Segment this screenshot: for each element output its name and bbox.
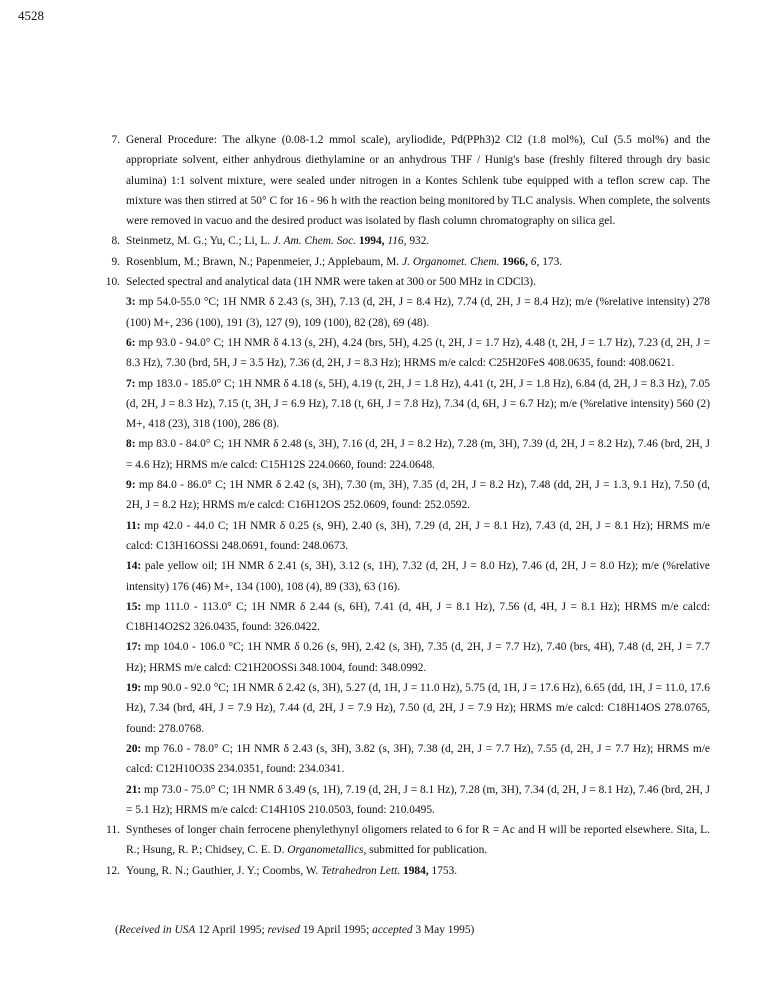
citation-pages: 932. [409,235,430,248]
compound-number: 21: [126,783,142,796]
compound-data: mp 73.0 - 75.0° C; 1H NMR δ 3.49 (s, 1H), 7.19 (d, 2H, J = 8.1 Hz), 7.28 (m, 3H), 7.34 (d, 2H, J = 8.1 Hz), 7.46 (brd, 2H, J = 5.1 Hz); HRMS m/e calcd: C14H10S 210.0503, found: 210.0495. [126,783,710,816]
spectral-data-intro: Selected spectral and analytical data (1H NMR were taken at 300 or 500 MHz in CDCl3). [126,276,536,289]
citation-journal: Tetrahedron Lett. [321,864,401,877]
compound-number: 9: [126,479,136,492]
compound-number: 15: [126,600,142,613]
compound-entry [126,374,710,435]
compound-data: pale yellow oil; 1H NMR δ 2.41 (s, 3H), 3.12 (s, 1H), 7.32 (d, 2H, J = 8.0 Hz), 7.46 (d, 2H, J = 8.0 Hz); m/e (%relative intensity) 176 (46) M+, 134 (100), 108 (4), 89 (33), 63 (16). [126,560,710,593]
note-9 [98,252,710,272]
received-dates [115,924,474,936]
reference-citation [126,861,710,881]
compound-number: 19: [126,682,142,695]
compound-data: mp 90.0 - 92.0 °C; 1H NMR δ 2.42 (s, 3H), 5.27 (d, 1H, J = 11.0 Hz), 5.75 (d, 1H, J = 17.6 Hz), 6.65 (dd, 1H, J = 11.0, 17.6 Hz), 7.34 (brd, 4H, J = 7.9 Hz), 7.44 (d, 2H, J = 7.9 Hz), 7.50 (d, 2H, J = 7.9 Hz); HRMS m/e calcd: C18H14OS 278.0765, found: 278.0768. [126,682,710,735]
paren-open: ( [115,924,119,936]
compound-entry [126,516,710,557]
note-number: 9. [111,255,120,268]
note-11 [98,820,710,861]
compound-data: mp 84.0 - 86.0° C; 1H NMR δ 2.42 (s, 3H), 7.30 (m, 3H), 7.35 (d, 2H, J = 8.2 Hz), 7.48 (dd, 2H, J = 1.3, 9.1 Hz), 7.50 (d, 2H, J = 8.2 Hz); HRMS m/e calcd: C16H12OS 252.0609, found: 252.0592. [126,479,710,512]
citation-authors: Steinmetz, M. G.; Yu, C.; Li, L. [126,235,271,248]
compound-entry [126,780,710,821]
compound-number: 3: [126,296,136,309]
note-7 [98,130,710,231]
compound-entry [126,333,710,374]
note-8 [98,231,710,251]
compound-number: 7: [126,377,136,390]
compound-entry [126,475,710,516]
footnotes [98,130,710,881]
compound-data: mp 83.0 - 84.0° C; 1H NMR δ 2.48 (s, 3H), 7.16 (d, 2H, J = 8.2 Hz), 7.28 (m, 3H), 7.39 (d, 2H, J = 8.2 Hz), 7.46 (brd, 2H, J = 4.6 Hz); HRMS m/e calcd: C15H12S 224.0660, found: 224.0648. [126,438,710,471]
compound-entry [126,678,710,739]
note-number: 8. [111,235,120,248]
citation-journal: Organometallics, [287,844,367,857]
citation-year: 1984, [403,864,429,877]
compound-number: 6: [126,336,136,349]
compound-data: mp 111.0 - 113.0° C; 1H NMR δ 2.44 (s, 6H), 7.41 (d, 4H, J = 8.1 Hz), 7.56 (d, 4H, J = 8.1 Hz); HRMS m/e calcd: C18H14O2S2 326.0435, found: 326.0422. [126,600,710,634]
citation-journal: J. Am. Chem. Soc. [273,235,357,248]
compound-number: 8: [126,438,136,451]
compound-data: mp 93.0 - 94.0° C; 1H NMR δ 4.13 (s, 2H), 4.24 (brs, 5H), 4.25 (t, 2H, J = 1.7 Hz), 4.48 (t, 2H, J = 1.7 Hz), 7.23 (d, 2H, J = 8.3 Hz), 7.30 (brd, 5H, J = 3.5 Hz), 7.36 (d, 2H, J = 8.3 Hz); HRMS m/e calcd: C25H20FeS 408.0635, found: 408.0621. [126,336,710,370]
compound-number: 14: [126,560,142,573]
accepted-label: accepted [372,924,413,936]
compound-number: 17: [126,641,142,654]
note-text: Syntheses of longer chain ferrocene phenylethynyl oligomers related to 6 for R = Ac and H will be reported elsewhere. Sita, L. R.; Hsung, R. P.; Chidsey, C. E. D. [126,824,710,857]
citation-volume: 6, [530,255,540,268]
citation-authors: Rosenblum, M.; Brawn, N.; Papenmeier, J.; Applebaum, M. [126,255,400,268]
compound-data: mp 76.0 - 78.0° C; 1H NMR δ 2.43 (s, 3H), 3.82 (s, 3H), 7.38 (d, 2H, J = 7.7 Hz), 7.55 (d, 2H, J = 7.7 Hz); HRMS m/e calcd: C12H10O3S 234.0351, found: 234.0341. [126,742,710,776]
citation-pages: 1753. [431,864,458,877]
revised-date: 19 April 1995; [302,924,370,936]
citation-authors: Young, R. N.; Gauthier, J. Y.; Coombs, W. [126,864,319,877]
note-text: General Procedure: The alkyne (0.08-1.2 mmol scale), aryliodide, Pd(PPh3)2 Cl2 (1.8 mol%), CuI (5.5 mol%) and the appropriate solvent, either anhydrous diethylamine or an anhydrous THF / Hunig's base (freshly filtered through dry basic alumina) 1:1 solvent mixture, were sealed under nitrogen in a Kontes Schlenk tube equipped with a teflon screw cap. The mixture was then stirred at 50° C for 16 - 96 h with the reaction being monitored by TLC analysis. When complete, the solvents were removed in vacuo and the desired product was isolated by flash column chromatography on silica gel. [126,134,710,228]
received-label: Received in USA [118,924,196,936]
compound-data: mp 54.0-55.0 °C; 1H NMR δ 2.43 (s, 3H), 7.13 (d, 2H, J = 8.4 Hz), 7.74 (d, 2H, J = 8.4 Hz); m/e (%relative intensity) 278 (100) M+, 236 (100), 191 (3), 127 (9), 109 (100), 82 (28), 69 (48). [126,296,710,329]
compound-entry [126,556,710,597]
citation-year: 1966, [502,255,528,268]
note-12 [98,861,710,881]
compound-data: mp 183.0 - 185.0° C; 1H NMR δ 4.18 (s, 5H), 4.19 (t, 2H, J = 1.8 Hz), 4.41 (t, 2H, J = 1.8 Hz), 6.84 (d, 2H, J = 8.3 Hz), 7.05 (d, 2H, J = 8.3 Hz), 7.15 (t, 3H, J = 6.9 Hz), 7.18 (t, 6H, J = 7.8 Hz), 7.34 (d, 6H, J = 6.7 Hz); m/e (%relative intensity) 560 (2) M+, 418 (23), 318 (100), 286 (8). [126,377,710,431]
note-number: 12. [105,864,120,877]
revised-label: revised [267,924,300,936]
compound-number: 20: [126,742,142,755]
compound-data: mp 42.0 - 44.0 C; 1H NMR δ 0.25 (s, 9H), 2.40 (s, 3H), 7.29 (d, 2H, J = 8.1 Hz), 7.43 (d, 2H, J = 8.1 Hz); HRMS m/e calcd: C13H16OSSi 248.0691, found: 248.0673. [126,519,710,552]
page-number: 4528 [18,8,44,23]
compound-entry [126,597,710,638]
citation-pages: 173. [542,255,563,268]
compound-data: mp 104.0 - 106.0 °C; 1H NMR δ 0.26 (s, 9H), 2.42 (s, 3H), 7.35 (d, 2H, J = 7.7 Hz), 7.40 (brs, 4H), 7.48 (d, 2H, J = 7.7 Hz); HRMS m/e calcd: C21H20OSSi 348.1004, found: 348.0992. [126,641,710,674]
citation-year: 1994, [358,235,385,248]
citation-volume: 116, [387,235,407,248]
note-number: 11. [106,824,120,837]
compound-entry [126,434,710,475]
compound-number: 11: [126,519,141,532]
compound-entry [126,637,710,678]
citation-status: submitted for publication. [369,844,488,857]
received-date: 12 April 1995; [198,924,265,936]
accepted-date: 3 May 1995) [415,924,475,936]
note-number: 7. [111,134,120,146]
note-number: 10. [105,276,120,289]
compound-entry [126,292,710,333]
reference-citation [126,231,710,251]
citation-journal: J. Organomet. Chem. [402,255,500,268]
note-10 [98,272,710,820]
reference-citation [126,252,710,272]
compound-entry [126,739,710,780]
